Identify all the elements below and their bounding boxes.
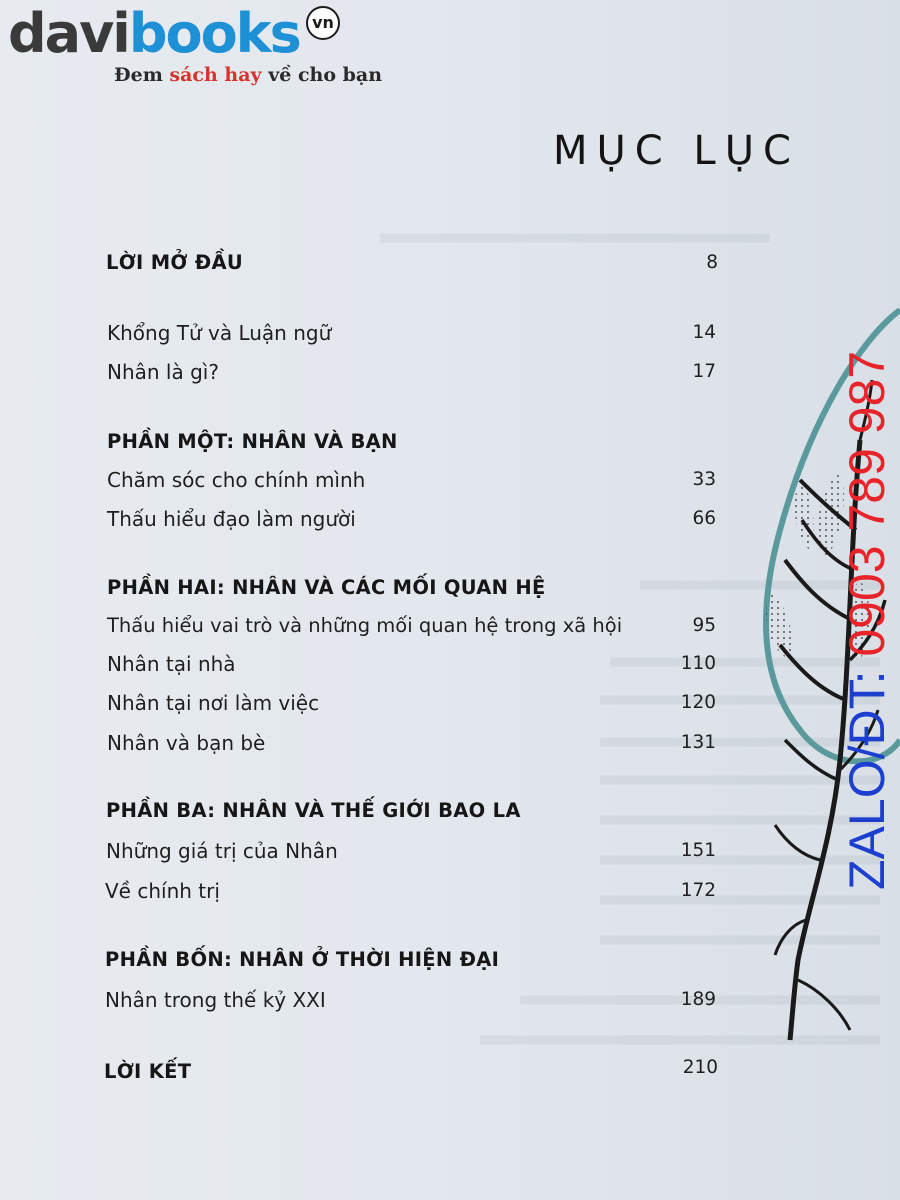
toc-entry-page: 189 [680,989,716,1010]
toc-entry-label: Nhân tại nơi làm việc [107,691,320,715]
toc-entry [104,1056,718,1088]
toc-entry-label: PHẦN BỐN: NHÂN Ở THỜI HIỆN ĐẠI [105,948,500,971]
toc-entry [107,687,716,719]
toc-entry-page: 110 [680,653,716,674]
toc-entry [106,835,716,867]
toc-entry-label: Khổng Tử và Luận ngữ [107,321,332,345]
toc-entry-page: 120 [680,692,716,713]
toc-entry-label: PHẦN HAI: NHÂN VÀ CÁC MỐI QUAN HỆ [107,576,546,599]
toc-entry-label: Nhân tại nhà [107,652,236,676]
toc-entry [107,648,716,680]
toc-entry [105,875,716,907]
toc-entry-label: Thấu hiểu đạo làm người [107,507,356,531]
toc-entry [107,317,716,349]
toc-entry [105,984,716,1016]
contact-watermark [839,350,895,890]
toc-entry-page: 66 [692,508,716,529]
toc-entry [106,247,718,279]
toc-entry-page: 14 [692,322,716,343]
toc-entry-page: 210 [682,1057,718,1078]
toc-entry-page: 33 [692,469,716,490]
toc-entry-label: Những giá trị của Nhân [106,839,338,863]
toc-entry-label: PHẦN MỘT: NHÂN VÀ BẠN [107,430,398,453]
tagline-before: Đem [114,64,170,86]
toc-entry-page: 131 [680,732,716,753]
toc-entry-label: PHẦN BA: NHÂN VÀ THẾ GIỚI BAO LA [106,799,521,822]
toc-entry-label: Chăm sóc cho chính mình [107,468,366,492]
page-title: MỤC LỤC [553,128,800,174]
watermark-zalo: ZALO/ĐT: [839,656,895,890]
toc-entry [107,727,716,759]
logo-vn-badge: vn [306,6,340,40]
toc-entry [107,610,716,642]
toc-section-heading [107,572,716,604]
toc-entry-label: LỜI MỞ ĐẦU [106,251,243,274]
toc-entry-label: Về chính trị [105,879,220,903]
toc-entry-page: 172 [680,880,716,901]
logo-wordmark [8,4,300,64]
toc-section-heading [105,944,716,976]
toc-entry-page: 151 [680,840,716,861]
toc-section-heading [107,426,716,458]
toc-entry-label: Nhân và bạn bè [107,731,266,755]
tagline-accent: sách hay [169,64,262,86]
toc-entry-label: Nhân trong thế kỷ XXI [105,988,326,1012]
toc-entry [107,503,716,535]
toc-entry-label: LỜI KẾT [104,1060,192,1083]
toc-entry-page: 95 [692,615,716,636]
watermark-phone: 0903 789 987 [839,350,895,657]
tagline-after: về cho bạn [261,64,383,86]
toc-entry [107,356,716,388]
branch [775,825,820,860]
logo-tagline [114,64,382,86]
davibooks-logo [4,0,404,96]
toc-entry-page: 17 [692,361,716,382]
toc-entry-page: 8 [706,252,718,273]
branch [798,980,850,1030]
toc-entry-label: Nhân là gì? [107,360,219,384]
toc-entry [107,464,716,496]
logo-brand-blue: books [128,2,300,65]
toc-section-heading [106,795,716,827]
logo-brand-dark: davi [8,2,129,65]
toc-entry-label: Thấu hiểu vai trò và những mối quan hệ trong xã hội [107,614,623,637]
